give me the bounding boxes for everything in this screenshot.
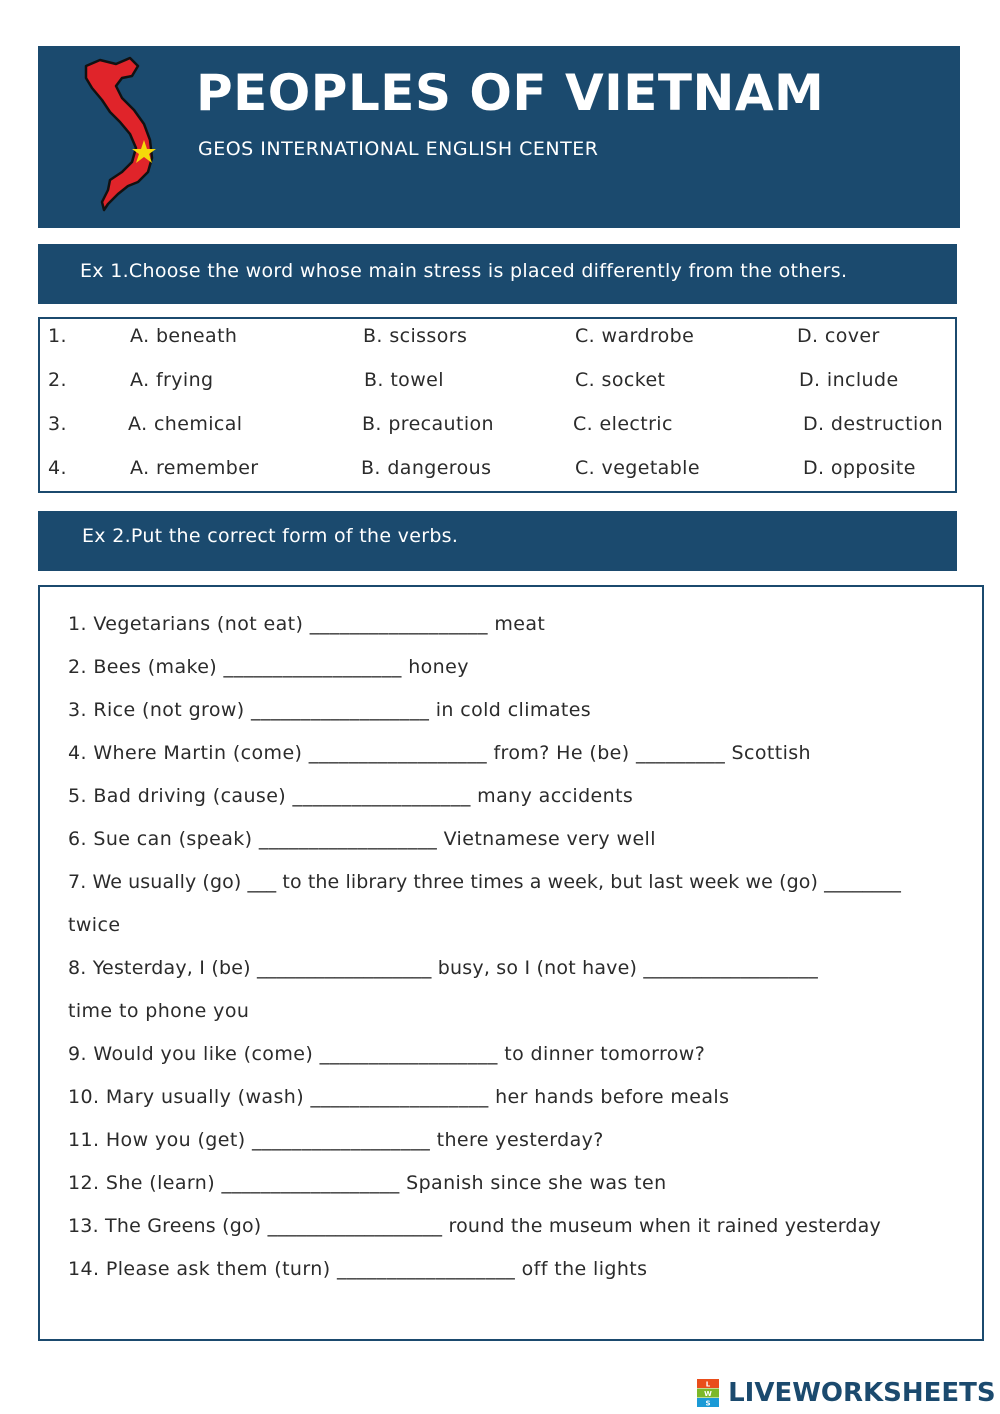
vietnam-map-icon — [78, 54, 168, 212]
svg-text:W: W — [704, 1390, 712, 1398]
ex1-row-number: 4. — [48, 457, 67, 479]
liveworksheets-logo-text: LIVEWORKSHEETS — [728, 1378, 996, 1408]
ex2-box — [38, 585, 984, 1341]
page-title: PEOPLES OF VIETNAM — [196, 64, 825, 122]
ex1-row — [40, 413, 955, 443]
ex1-row-number: 3. — [48, 413, 67, 435]
ex2-question: 9. Would you like (come) __________________ to dinner tomorrow? — [68, 1043, 706, 1065]
ex1-option-a: A. beneath — [130, 325, 238, 347]
ex1-option-d: D. cover — [797, 325, 880, 347]
ex2-question: 10. Mary usually (wash) __________________ her hands before meals — [68, 1086, 730, 1108]
ex2-question: 13. The Greens (go) __________________ round the museum when it rained yesterday — [68, 1215, 881, 1237]
ex2-question-continued: twice — [68, 914, 121, 936]
ex1-option-d: D. include — [799, 369, 899, 391]
ex1-option-c: C. socket — [575, 369, 666, 391]
ex2-question: 11. How you (get) __________________ there yesterday? — [68, 1129, 604, 1151]
ex1-choice-table — [38, 317, 957, 493]
ex2-question: 12. She (learn) __________________ Spanish since she was ten — [68, 1172, 667, 1194]
ex1-row — [40, 369, 955, 399]
ex1-option-d: D. opposite — [803, 457, 916, 479]
ex1-row-number: 2. — [48, 369, 67, 391]
ex2-question: 7. We usually (go) ___ to the library three times a week, but last week we (go) ________ — [68, 871, 901, 893]
ex1-option-c: C. electric — [573, 413, 673, 435]
ex2-question-continued: time to phone you — [68, 1000, 250, 1022]
ex2-heading: Ex 2.Put the correct form of the verbs. — [38, 511, 957, 571]
ex1-option-a: A. frying — [130, 369, 214, 391]
ex1-row-number: 1. — [48, 325, 67, 347]
ex2-question: 8. Yesterday, I (be) __________________ busy, so I (not have) __________________ — [68, 957, 818, 979]
ex1-row — [40, 325, 955, 355]
liveworksheets-logo — [697, 1378, 996, 1410]
ex1-row — [40, 457, 955, 487]
ex1-option-b: B. scissors — [363, 325, 468, 347]
ex1-option-c: C. wardrobe — [575, 325, 695, 347]
ex1-option-a: A. chemical — [128, 413, 243, 435]
ex2-question: 6. Sue can (speak) __________________ Vietnamese very well — [68, 828, 656, 850]
header-banner — [38, 46, 960, 228]
ex1-option-b: B. precaution — [362, 413, 494, 435]
svg-text:L: L — [705, 1380, 711, 1389]
ex2-question: 5. Bad driving (cause) __________________ many accidents — [68, 785, 634, 807]
ex2-question: 14. Please ask them (turn) __________________ off the lights — [68, 1258, 648, 1280]
ex1-option-a: A. remember — [130, 457, 259, 479]
ex2-question: 2. Bees (make) __________________ honey — [68, 656, 469, 678]
ex2-question: 3. Rice (not grow) __________________ in cold climates — [68, 699, 592, 721]
ex1-heading: Ex 1.Choose the word whose main stress is placed differently from the others. — [38, 244, 957, 304]
svg-text:S: S — [705, 1399, 711, 1407]
ex2-question: 4. Where Martin (come) __________________ from? He (be) _________ Scottish — [68, 742, 811, 764]
liveworksheets-badge-icon — [697, 1379, 719, 1407]
ex1-option-b: B. towel — [364, 369, 444, 391]
ex1-option-b: B. dangerous — [361, 457, 492, 479]
ex1-option-d: D. destruction — [803, 413, 944, 435]
ex2-question: 1. Vegetarians (not eat) __________________ meat — [68, 613, 546, 635]
ex1-option-c: C. vegetable — [575, 457, 700, 479]
page-subtitle: GEOS INTERNATIONAL ENGLISH CENTER — [198, 138, 599, 160]
